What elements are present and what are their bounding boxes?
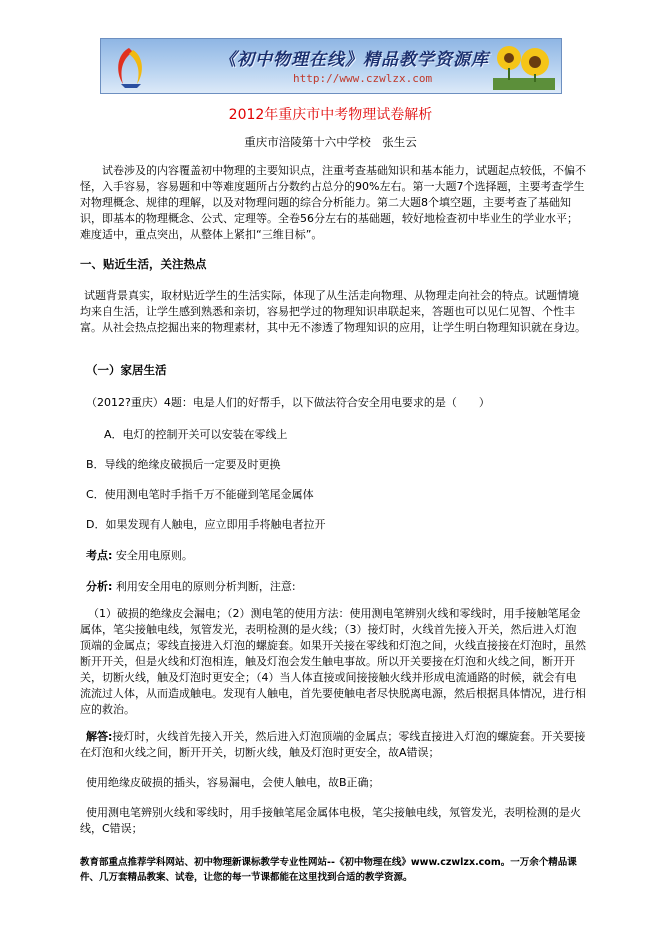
- option-c: C．使用测电笔时手指千万不能碰到笔尾金属体: [86, 488, 314, 501]
- page-footer: 教育部重点推荐学科网站、初中物理新课标教学专业性网站--《初中物理在线》www.czwlzx.com。一万余个精品课件、几万套精品教案、试卷，让您的每一节课都能在这里找到合适的教学资源。: [80, 857, 577, 883]
- kaodian-label: 考点:: [86, 549, 113, 562]
- banner-url: http://www.czwlzx.com: [293, 72, 433, 85]
- analysis-detail: （1）破损的绝缘皮会漏电；（2）测电笔的使用方法：使用测电笔辨别火线和零线时，用手接触笔尾金属体，笔尖接触电线，氖管发光，表明检测的是火线；（3）接灯时，火线首先接入开关，然后进入灯泡顶端的金属点；零线直接进入灯泡的螺旋套。如果开关接在零线和灯泡之间，火线直接接在灯泡时，虽然断开开关，但是火线和灯泡相连，触及灯泡会发生触电事故。所以开关要接在灯泡和火线之间，断开开关，切断火线，触及灯泡时更安全；（4）当人体直接或间接接触火线并形成电流通路的时候，就会有电流流过人体，从而造成触电。发现有人触电，首先要使触电者尽快脱离电源，然后根据具体情况，进行相应的救治。: [80, 607, 586, 716]
- sunflower-icon: [493, 42, 555, 90]
- section-heading: 一、贴近生活，关注热点: [80, 257, 207, 271]
- answer-c: 使用测电笔辨别火线和零线时，用手接触笔尾金属体电极，笔尖接触电线，氖管发光，表明检测的是火线，C错误；: [80, 806, 581, 835]
- fenxi-text: 利用安全用电的原则分析判断，注意:: [115, 580, 296, 593]
- kaodian-line: [86, 547, 193, 563]
- jieda-text: 接灯时，火线首先接入开关，然后进入灯泡顶端的金属点；零线直接进入灯泡的螺旋套。开关要接在灯泡和火线之间，断开开关，切断火线，触及灯泡时更安全，故A错误；: [80, 730, 586, 759]
- document-title: 2012年重庆市中考物理试卷解析: [228, 107, 433, 123]
- jieda-label: 解答:: [86, 730, 113, 743]
- intro-paragraph: 试卷涉及的内容覆盖初中物理的主要知识点，注重考查基础知识和基本能力，试题起点较低，不偏不怪，入手容易，容易题和中等难度题所占分数约占总分的90%左右。第一大题7个选择题，主要考查学生对物理概念、规律的理解，以及对物理问题的综合分析能力。第二大题8个填空题，主要考查了基础知识，即基本的物理概念、公式、定理等。全卷56分左右的基础题，较好地检查初中毕业生的学业水平；难度适中，重点突出，从整体上紧扣“三维目标”。: [80, 164, 586, 241]
- fenxi-label: 分析:: [86, 580, 113, 593]
- option-a: A．电灯的控制开关可以安装在零线上: [104, 428, 288, 441]
- kaodian-text: 安全用电原则。: [115, 549, 193, 562]
- banner-title: 《初中物理在线》精品教学资源库: [219, 50, 489, 70]
- header-banner: [100, 38, 562, 94]
- fenxi-line: [86, 578, 296, 594]
- option-b: B．导线的绝缘皮破损后一定要及时更换: [86, 458, 281, 471]
- section-paragraph: 试题背景真实，取材贴近学生的生活实际，体现了从生活走向物理、从物理走向社会的特点。试题情境均来自生活，让学生感到熟悉和亲切，容易把学过的物理知识串联起来，答题也可以见仁见智、个性丰富。从社会热点挖掘出来的物理素材，其中无不渗透了物理知识的应用，让学生明白物理知识就在身边。: [80, 289, 586, 334]
- option-d: D．如果发现有人触电，应立即用手将触电者拉开: [86, 518, 326, 531]
- author-line: 重庆市涪陵第十六中学校 张生云: [244, 135, 417, 149]
- question-text: （2012?重庆）4题：电是人们的好帮手，以下做法符合安全用电要求的是（ ）: [86, 396, 490, 409]
- subsection-heading: （一）家居生活: [86, 363, 167, 377]
- answer-b: 使用绝缘皮破损的插头，容易漏电，会使人触电，故B正确；: [86, 776, 380, 789]
- logo-icon: [107, 44, 155, 88]
- answer-paragraph: [80, 729, 586, 761]
